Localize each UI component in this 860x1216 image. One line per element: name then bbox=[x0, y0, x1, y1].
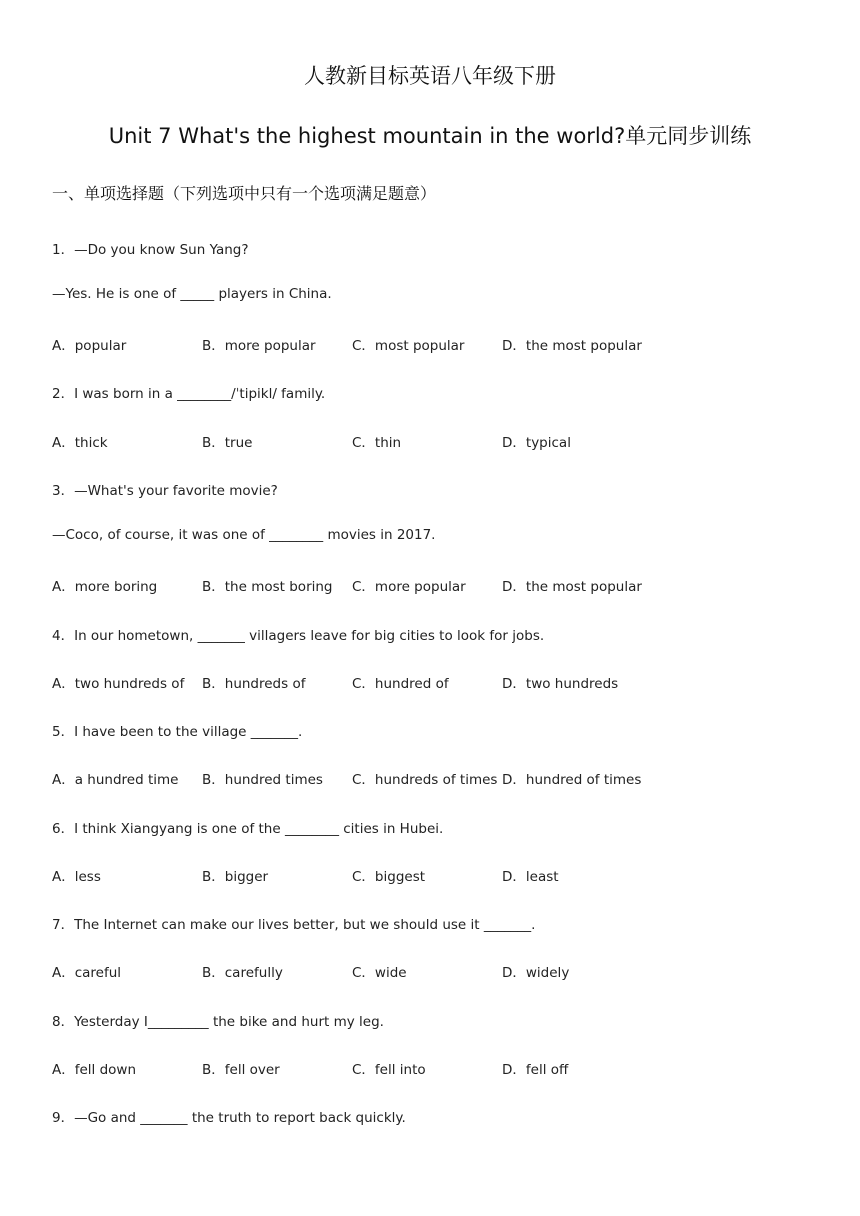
option-d: D．the most popular bbox=[502, 338, 642, 354]
question-4-options bbox=[52, 672, 812, 692]
option-a: A．less bbox=[52, 869, 101, 885]
option-c: C．most popular bbox=[352, 338, 465, 354]
option-c: C．more popular bbox=[352, 579, 466, 595]
question-1-stem: 1．—Do you know Sun Yang? bbox=[52, 242, 249, 258]
question-5-options bbox=[52, 768, 812, 788]
option-d: D．typical bbox=[502, 435, 571, 451]
option-c: C．biggest bbox=[352, 869, 426, 885]
option-a: A．a hundred time bbox=[52, 772, 179, 788]
option-d: D．widely bbox=[502, 965, 570, 981]
option-d: D．hundred of times bbox=[502, 772, 642, 788]
option-a: A．thick bbox=[52, 435, 108, 451]
section-heading: 一、单项选择题（下列选项中只有一个选项满足题意） bbox=[52, 184, 437, 203]
question-3-options bbox=[52, 575, 812, 595]
option-b: B．hundred times bbox=[202, 772, 323, 788]
option-a: A．two hundreds of bbox=[52, 676, 185, 692]
option-b: B．more popular bbox=[202, 338, 316, 354]
question-3-stem-line-2: —Coco, of course, it was one of ________ movies in 2017. bbox=[52, 527, 436, 543]
question-4-stem: 4．In our hometown, _______ villagers leave for big cities to look for jobs. bbox=[52, 628, 545, 644]
option-b: B．the most boring bbox=[202, 579, 333, 595]
option-c: C．fell into bbox=[352, 1062, 426, 1078]
option-c: C．hundreds of times bbox=[352, 772, 498, 788]
document-title: 人教新目标英语八年级下册 bbox=[304, 64, 556, 88]
question-1-options bbox=[52, 334, 812, 354]
option-a: A．popular bbox=[52, 338, 127, 354]
question-3-stem: 3．—What's your favorite movie? bbox=[52, 483, 278, 499]
question-8-options bbox=[52, 1058, 812, 1078]
option-d: D．least bbox=[502, 869, 559, 885]
option-d: D．the most popular bbox=[502, 579, 642, 595]
option-d: D．fell off bbox=[502, 1062, 569, 1078]
option-b: B．fell over bbox=[202, 1062, 280, 1078]
question-8-stem: 8．Yesterday I_________ the bike and hurt my leg. bbox=[52, 1014, 384, 1030]
option-d: D．two hundreds bbox=[502, 676, 619, 692]
question-5-stem: 5．I have been to the village _______. bbox=[52, 724, 303, 740]
question-6-options bbox=[52, 865, 812, 885]
question-7-options bbox=[52, 961, 812, 981]
option-a: A．fell down bbox=[52, 1062, 137, 1078]
option-b: B．hundreds of bbox=[202, 676, 306, 692]
option-c: C．thin bbox=[352, 435, 402, 451]
question-2-options bbox=[52, 431, 812, 451]
question-7-stem: 7．The Internet can make our lives better, but we should use it _______. bbox=[52, 917, 536, 933]
option-c: C．hundred of bbox=[352, 676, 449, 692]
question-2-stem: 2．I was born in a ________/ˈtipikl/ family. bbox=[52, 386, 326, 402]
option-b: B．true bbox=[202, 435, 253, 451]
option-b: B．bigger bbox=[202, 869, 269, 885]
question-1-stem-line-2: —Yes. He is one of _____ players in China. bbox=[52, 286, 332, 302]
option-a: A．more boring bbox=[52, 579, 158, 595]
option-a: A．careful bbox=[52, 965, 122, 981]
document-subtitle: Unit 7 What's the highest mountain in the world?单元同步训练 bbox=[108, 124, 752, 148]
question-6-stem: 6．I think Xiangyang is one of the ________ cities in Hubei. bbox=[52, 821, 444, 837]
option-b: B．carefully bbox=[202, 965, 283, 981]
option-c: C．wide bbox=[352, 965, 407, 981]
question-9-stem: 9．—Go and _______ the truth to report back quickly. bbox=[52, 1110, 406, 1126]
